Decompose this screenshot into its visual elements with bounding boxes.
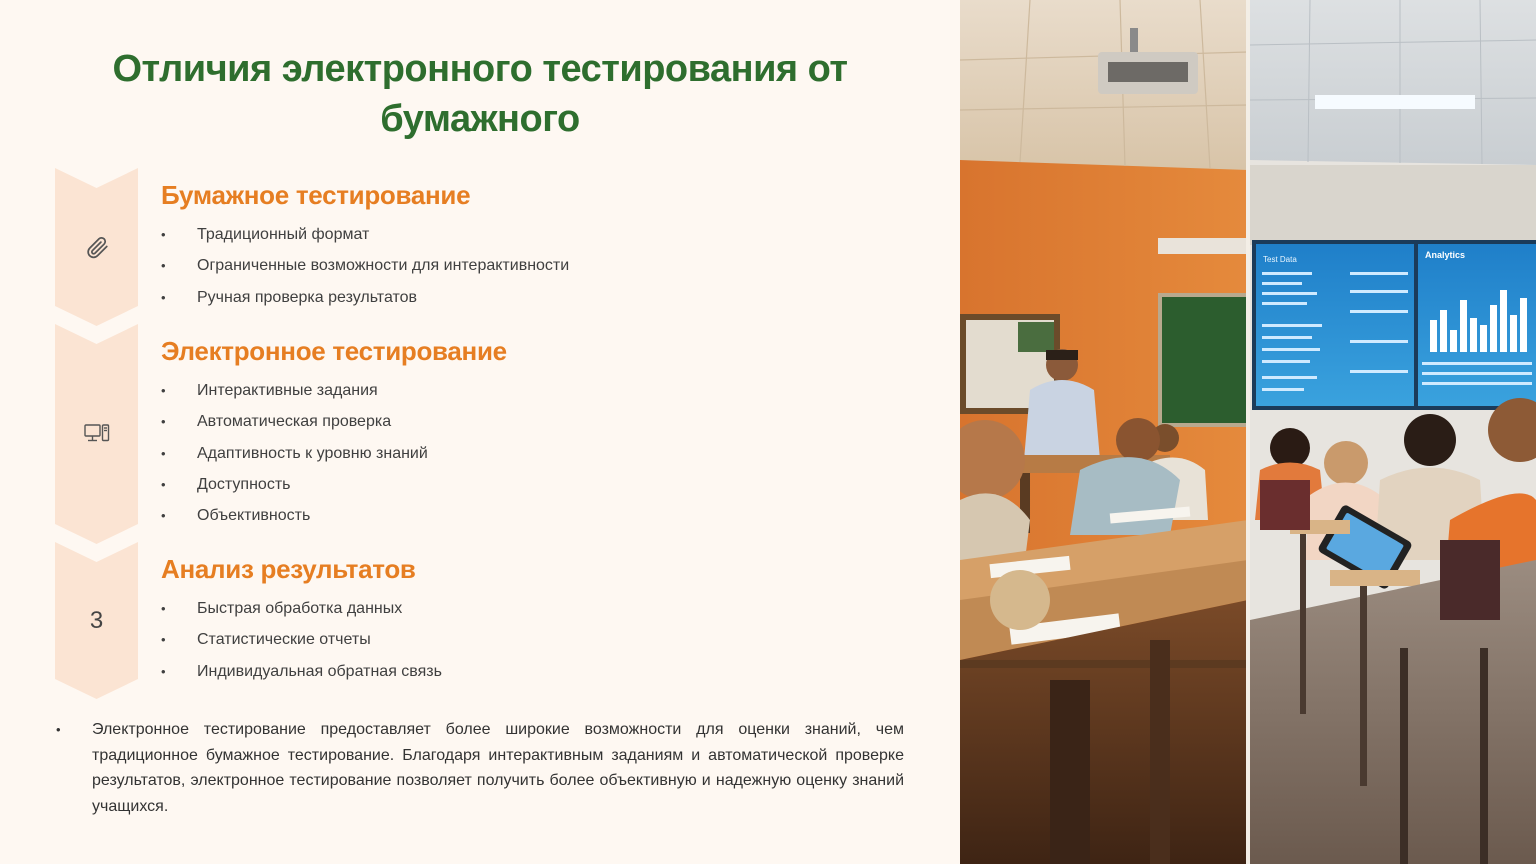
step-chevron-2 [55,324,138,544]
section-list-paper [161,225,569,319]
page-title: Отличия электронного тестирования от бумажного [112,48,848,140]
list-item: • Объективность [161,506,428,537]
step-chevron-1 [55,168,138,326]
list-item: • Интерактивные задания [161,381,428,412]
screen-table-label: Test Data [1263,255,1297,264]
classroom-photo [960,0,1536,864]
list-item: • Традиционный формат [161,225,569,256]
section-heading-electronic: Электронное тестирование [161,336,507,366]
list-item: • Автоматическая проверка [161,412,428,443]
list-item: • Доступность [161,475,428,506]
list-item: • Индивидуальная обратная связь [161,662,442,693]
list-item: • Статистические отчеты [161,630,442,661]
step-number: 3 [89,606,104,634]
section-heading-paper: Бумажное тестирование [161,180,471,210]
section-list-electronic [161,381,428,537]
screen-title: Analytics [1425,250,1466,260]
section-heading-analysis: Анализ результатов [161,554,416,584]
section-list-analysis [161,599,442,693]
paperclip-icon [55,168,138,326]
list-item: • Адаптивность к уровню знаний [161,444,428,475]
summary-paragraph: • Электронное тестирование предоставляет более широкие возможности для оценки знаний, чем традиционное бумажное тестирование. Благодаря интерактивным заданиям и автоматической проверке результатов, электронное тестирование позволяет получить более объективную и надежную оценку знаний учащихся. [56,717,904,819]
computer-icon [55,324,138,544]
list-item: • Ручная проверка результатов [161,288,569,319]
list-item: • Ограниченные возможности для интерактивности [161,256,569,287]
list-item: • Быстрая обработка данных [161,599,442,630]
step-chevron-3 [55,542,138,699]
